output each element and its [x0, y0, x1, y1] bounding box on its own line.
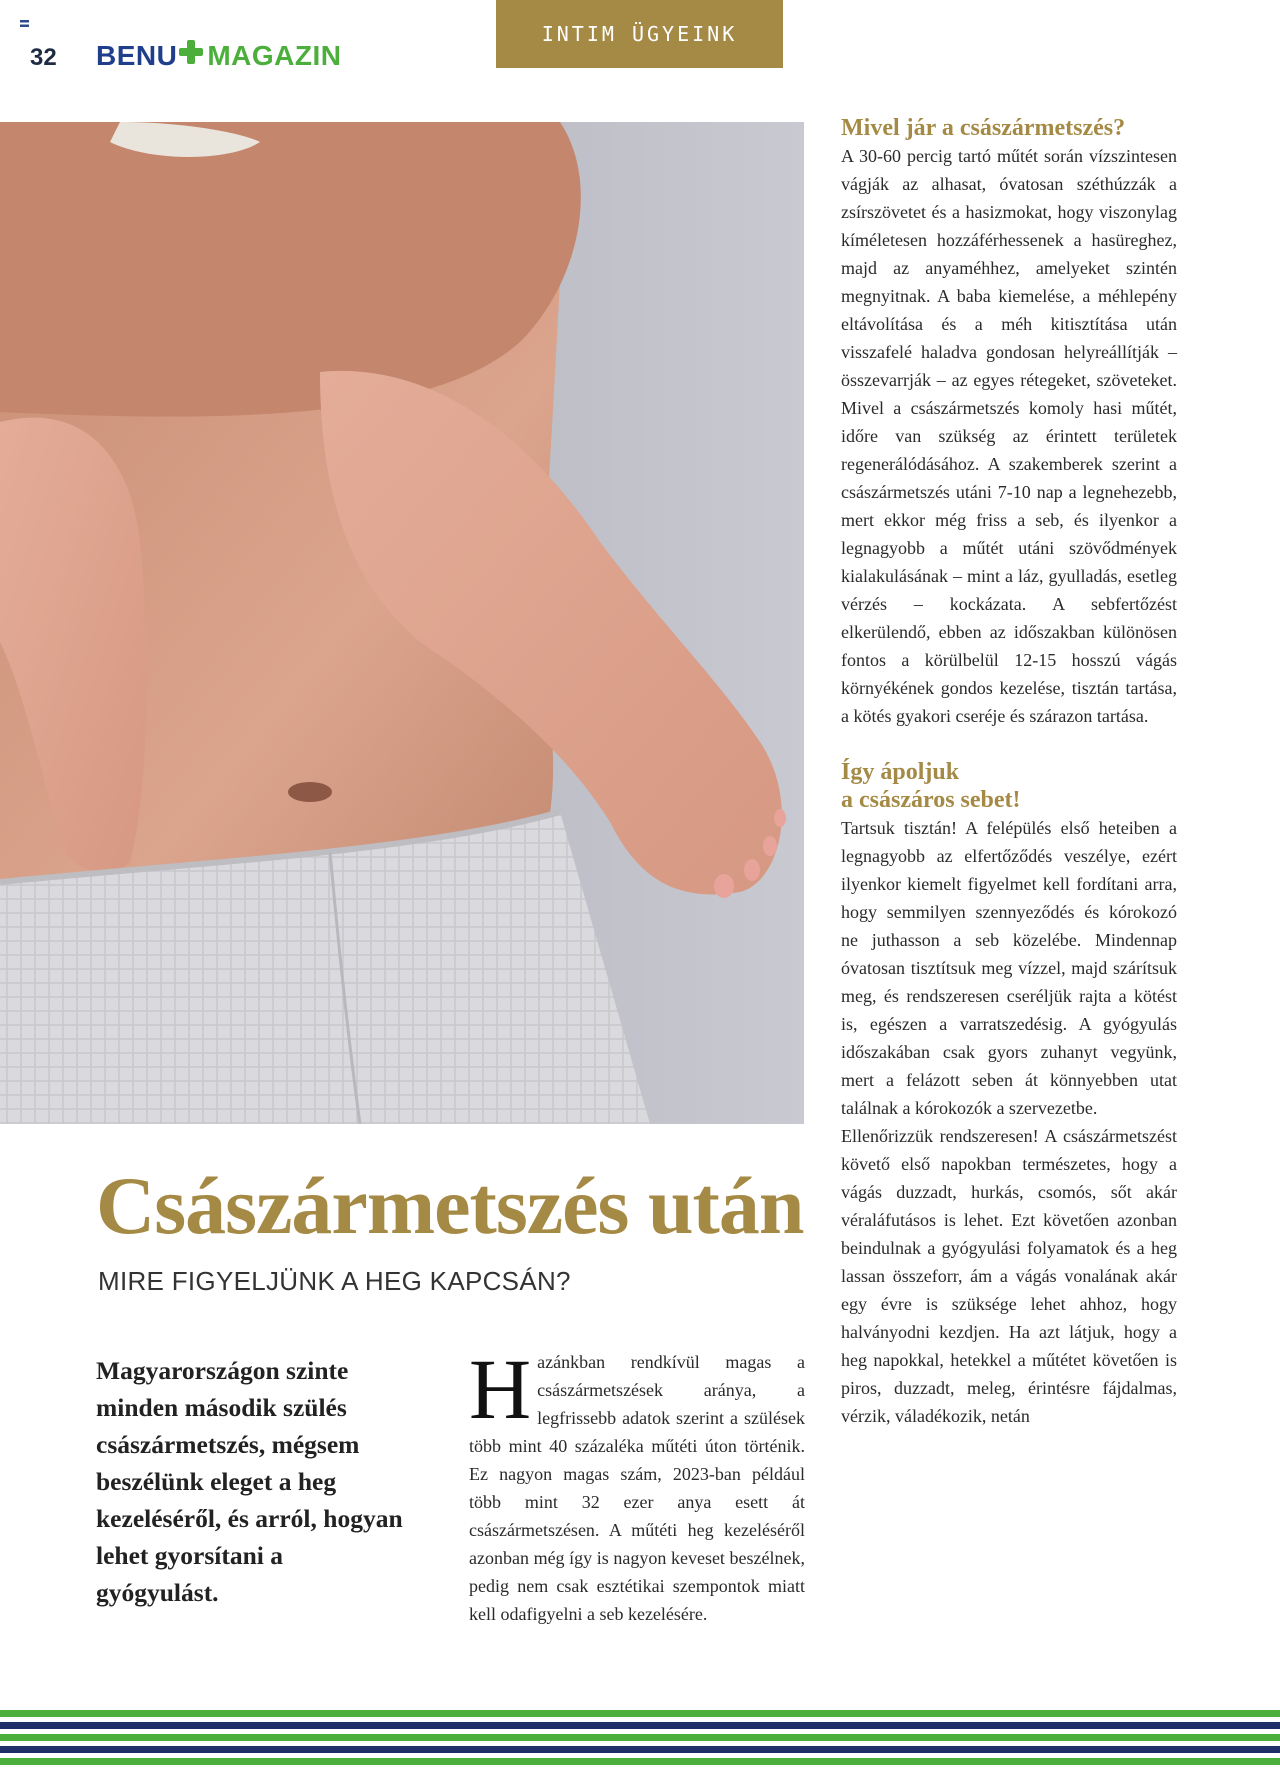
section2-paragraph-1: Tartsuk tisztán! A felépülés első heteiben a legnagyobb az elfertőződés veszélye, ezért ilyenkor kiemelt figyelmet kell fordítani arra, hogy semmilyen szennyeződés és kórokozó ne juthasson a seb közelébe. Mindennap óvatosan tisztítsuk meg vízzel, majd szárítsuk meg, és rendszeresen cseréljük rajta a kötést is, egészen a varratszedésig. A gyógyulás időszakában csak gyors zuhanyt vegyünk, mert a felázott seben át könnyebben utat találnak a kórokozók a szervezetbe.	[841, 818, 1177, 1118]
section1-text: A 30-60 percig tartó műtét során vízszintesen vágják az alhasat, óvatosan széthúzzák a zsírszövetet és a hasizmokat, hogy viszonylag kíméletesen hozzáférhessenek a hasüreghez, majd az anyaméhhez, amelyeket szintén megnyitnak. A baba kiemelése, a méhlepény eltávolítása és a méh kitisztítása után visszafelé haladva gondosan helyreállítják – összevarrják – az egyes rétegeket, szöveteket. Mivel a császármetszés komoly hasi műtét, időre van szükség az érintett területek regenerálódásához. A szakemberek szerint a császármetszés utáni 7-10 nap a legnehezebb, mert ekkor még friss a seb, és ilyenkor a legnagyobb a műtét utáni szövődmények kialakulásának – mint a láz, gyulladás, esetleg vérzés – kockázata. A sebfertőzést elkerülendő, ebben az időszakban különösen fontos a körülbelül 12-15 hosszú vágás környékének gondos kezelése, tisztán tartása, a kötés gyakori cseréje és szárazon tartása.	[841, 146, 1177, 726]
logo-benu-text: BENU	[96, 40, 178, 71]
intro-text: azánkban rendkívül magas a császármetszések aránya, a legfrissebb adatok szerint a szülések több mint 40 százaléka műtéti úton történik. Ez nagyon magas szám, 2023-ban például több mint 32 ezer anya esett át császármetszésen. A műtéti heg kezeléséről azonban még így is nagyon keveset beszélnek, pedig nem csak esztétikai szempontok miatt kell odafigyelni a seb kezelésére.	[469, 1352, 805, 1624]
flag-icon	[20, 20, 29, 27]
pharmacy-cross-icon	[179, 40, 203, 64]
logo-magazin-text: MAGAZIN	[207, 40, 342, 71]
article-lead: Magyarországon szinte minden második szülés császármetszés, mégsem beszélünk eleget a heg kezeléséről, és arról, hogyan lehet gyorsítani a gyógyulást.	[96, 1356, 403, 1607]
article-subtitle: MIRE FIGYELJÜNK A HEG KAPCSÁN?	[98, 1266, 571, 1296]
right-column	[841, 114, 1177, 1430]
article-photo	[0, 122, 804, 1124]
section-tag: INTIM ÜGYEINK	[496, 0, 783, 68]
drop-cap: H	[469, 1341, 532, 1437]
footer-stripes	[0, 1708, 1280, 1770]
intro-column	[469, 1341, 805, 1628]
page-number: 32	[30, 44, 57, 71]
benu-magazin-logo	[96, 40, 342, 72]
section2-heading-line1: Így ápoljuk	[841, 759, 960, 785]
section2-paragraph-2: Ellenőrizzük rendszeresen! A császármetszést követő első napokban természetes, hogy a vágás duzzadt, hurkás, csomós, sőt akár véraláfutásos is lehet. Ezt követően azonban beindulnak a gyógyulási folyamatok és a heg lassan összeforr, ám a vágás vonalának akár egy évre is szüksége lehet ahhoz, hogy halványodni kezdjen. Ha azt látjuk, hogy a heg napokkal, hetekkel a műtétet követően is piros, duzzadt, meleg, érintésre fájdalmas, vérzik, váladékozik, netán	[841, 1126, 1177, 1426]
section1-heading: Mivel jár a császármetszés?	[841, 115, 1126, 141]
section2-heading-line2: a császáros sebet!	[841, 787, 1021, 813]
article-title: Császármetszés után	[96, 1160, 804, 1251]
